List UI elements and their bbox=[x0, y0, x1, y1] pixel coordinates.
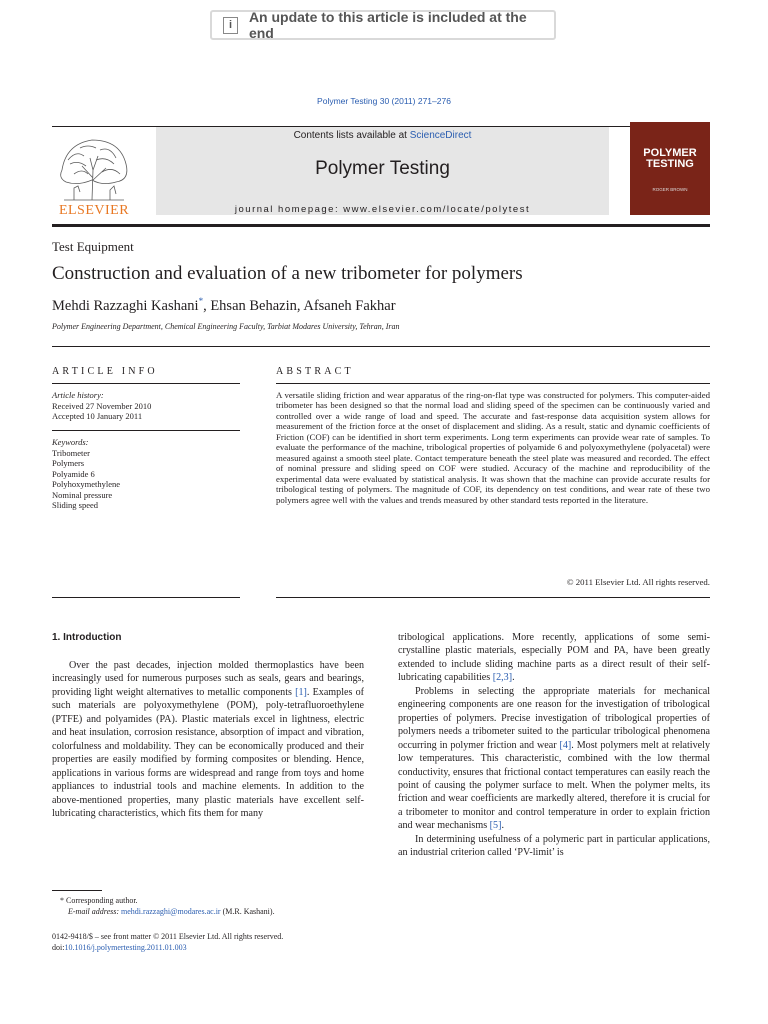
accepted-date: Accepted 10 January 2011 bbox=[52, 411, 143, 421]
abstract-copyright: © 2011 Elsevier Ltd. All rights reserved. bbox=[566, 577, 710, 587]
cover-author: ROGER BROWN bbox=[652, 187, 688, 192]
footnote-email bbox=[68, 907, 368, 918]
paragraph-text: . Most polymers melt at relatively low temperatures. This characteristic, combined with the low thermal conductivity, ensures that frictional contact temperatures can easily reach the point of causing the polymer surface to melt. When the polymer melts, its friction and wear coefficients are markedly altered, therefore it is crucial for a tribometer to monitor and control temperature in order to explain friction and wear mechanisms bbox=[398, 739, 710, 832]
homepage-prefix: journal homepage: bbox=[234, 204, 344, 215]
contents-prefix: Contents lists available at bbox=[293, 130, 410, 141]
abstract-text: A versatile sliding friction and wear apparatus of the ring-on-flat type was constructed for polymers. This computer-aided tribometer has been designed so that the normal load and sliding speed of the specimen can be continuously varied and controlled over a wide range of load and speed. The accurate and fast-response data acquisition system allows for measurement of the friction force at the onset of displacement and sliding. As a result, static and dynamic coefficients of Friction (COF) can be identified in short term experiments. Long term experiments can provide wear rate of samples. To evaluate the performance of the machine, tribological properties of polyamide 6 and polyoxymethylene (polyacetal) were measured against a smooth steel plate. Contact temperature beneath the steel plate was measured and recorded. The effect of nominal pressure and sliding speed on COF were studied. Accuracy of the machine and reproducibility of the experimental data were evaluated by statistical analysis. It was shown that the machine can provide accurate results for tribological testing of polymers. The magnitude of COF, its dependency on test conditions, and wear rate of these two polymers agree well with the values and trends measured by other standard tests reported in the literature. bbox=[276, 390, 710, 505]
reference-link[interactable]: [5] bbox=[489, 820, 502, 832]
title-divider bbox=[52, 346, 710, 347]
paragraph bbox=[398, 833, 710, 860]
abstract-rule bbox=[276, 383, 710, 384]
keyword: Sliding speed bbox=[52, 500, 99, 510]
journal-title: Polymer Testing bbox=[315, 158, 450, 179]
paragraph-text: tribological applications. More recently, applications of some semi-crystalline plastic materials, especially POM and PA, have been greatly extended to include sliding machine parts as a direct result of their self-lubricating capabilities bbox=[398, 632, 710, 684]
paragraph-text: . Examples of such materials are polyoxymethylene (POM), poly-tetrafluoroethylene (PTFE) and polyamides (PA). Plastic materials excel in lightness, electric and heat insulation, corrosion resistance, absorption of impact and vibration, colorfulness and moldability. They can be economically produced and their properties are easily modified by forming composites or blending. Hence, applications in various forms are widespread and range from toys and home appliances to industrial tools and machine elements. In addition to the above-mentioned properties, many plastic materials have excellent self-lubricating characteristics, which fits them for many bbox=[52, 686, 364, 819]
paragraph bbox=[398, 685, 710, 833]
elsevier-publisher-name[interactable]: ELSEVIER bbox=[58, 203, 130, 218]
keyword: Polyamide 6 bbox=[52, 468, 95, 479]
email-label: E-mail address: bbox=[68, 907, 120, 916]
footnote-corresponding bbox=[60, 896, 360, 907]
keyword: Polyhoxymethylene bbox=[52, 479, 120, 489]
cover-title-line-2: TESTING bbox=[646, 158, 694, 170]
abstract-heading: ABSTRACT bbox=[276, 366, 354, 377]
article-title: Construction and evaluation of a new tribometer for polymers bbox=[52, 263, 523, 284]
doi-line bbox=[52, 943, 382, 954]
keyword: Tribometer bbox=[52, 447, 90, 458]
article-info-heading: ARTICLE INFO bbox=[52, 366, 158, 377]
paragraph bbox=[52, 659, 364, 820]
cover-title bbox=[630, 148, 710, 170]
author-1: Mehdi Razzaghi Kashani bbox=[52, 297, 199, 314]
abstract-bottom-rule bbox=[276, 597, 710, 598]
article-info-rule bbox=[52, 383, 240, 384]
section-heading-introduction: 1. Introduction bbox=[52, 632, 122, 643]
footnote-mark: * bbox=[60, 896, 64, 905]
intro-right-column bbox=[398, 631, 710, 860]
sciencedirect-link[interactable]: ScienceDirect bbox=[409, 130, 472, 141]
intro-left-column bbox=[52, 659, 364, 820]
cover-title-line-1: POLYMER bbox=[643, 147, 697, 159]
keywords-block bbox=[52, 437, 120, 511]
journal-homepage bbox=[156, 204, 609, 215]
keywords-label: Keywords: bbox=[52, 437, 89, 447]
doi-link[interactable]: 10.1016/j.polymertesting.2011.01.003 bbox=[64, 943, 187, 952]
paragraph-text: Problems in selecting the appropriate materials for mechanical engineering components are one reason for the investigation of tribological properties of polymers. Precise investigation of tribological properties of polymers needs a tribometer suited to the particular tribological phenomena occurring in polymer friction and wear bbox=[398, 685, 710, 751]
paragraph-text: Over the past decades, injection molded thermoplastics have been increasingly used for numerous purposes such as seals, gears and bearings, providing light weight alternatives to metallic components bbox=[52, 660, 364, 698]
doi-label: doi: bbox=[52, 943, 65, 952]
issn-line: 0142-9418/$ – see front matter © 2011 Elsevier Ltd. All rights reserved. bbox=[52, 932, 284, 941]
other-authors: , Ehsan Behazin, Afsaneh Fakhar bbox=[203, 297, 396, 314]
homepage-url[interactable]: www.elsevier.com/locate/polytest bbox=[343, 204, 531, 215]
update-banner-text: An update to this article is included at the end bbox=[248, 9, 527, 41]
keywords-rule bbox=[52, 430, 240, 431]
corresponding-author-mark[interactable]: * bbox=[198, 296, 204, 306]
received-date: Received 27 November 2010 bbox=[52, 400, 152, 411]
affiliation: Polymer Engineering Department, Chemical Engineering Faculty, Tarbiat Modares University, Tehran, Iran bbox=[52, 322, 400, 331]
update-banner[interactable] bbox=[210, 10, 556, 40]
journal-citation[interactable]: Polymer Testing 30 (2011) 271–276 bbox=[317, 96, 451, 106]
article-section-type: Test Equipment bbox=[52, 239, 134, 254]
paragraph-text: . bbox=[512, 672, 515, 684]
reference-link[interactable]: [2,3] bbox=[492, 672, 513, 684]
contents-line bbox=[156, 130, 609, 141]
keyword: Nominal pressure bbox=[52, 489, 113, 500]
info-icon: i bbox=[223, 17, 238, 34]
reference-link[interactable]: [4] bbox=[559, 739, 572, 751]
reference-link[interactable]: [1] bbox=[295, 686, 307, 698]
footnote-rule bbox=[52, 890, 102, 891]
header-bottom-rule bbox=[52, 224, 710, 227]
paragraph-text: . bbox=[501, 820, 504, 832]
info-bottom-rule bbox=[52, 597, 240, 598]
history-label: Article history: bbox=[52, 390, 104, 400]
paragraph bbox=[398, 631, 710, 685]
email-link[interactable]: mehdi.razzaghi@modares.ac.ir bbox=[121, 907, 221, 916]
article-history bbox=[52, 390, 151, 422]
paragraph-text: In determining usefulness of a polymeric part in particular applications, an industrial criterion called ‘PV-limit’ is bbox=[398, 833, 710, 859]
author-list bbox=[52, 296, 396, 315]
email-suffix: (M.R. Kashani). bbox=[220, 907, 275, 916]
corresponding-author-label: Corresponding author. bbox=[66, 896, 138, 905]
keyword: Polymers bbox=[52, 458, 85, 468]
